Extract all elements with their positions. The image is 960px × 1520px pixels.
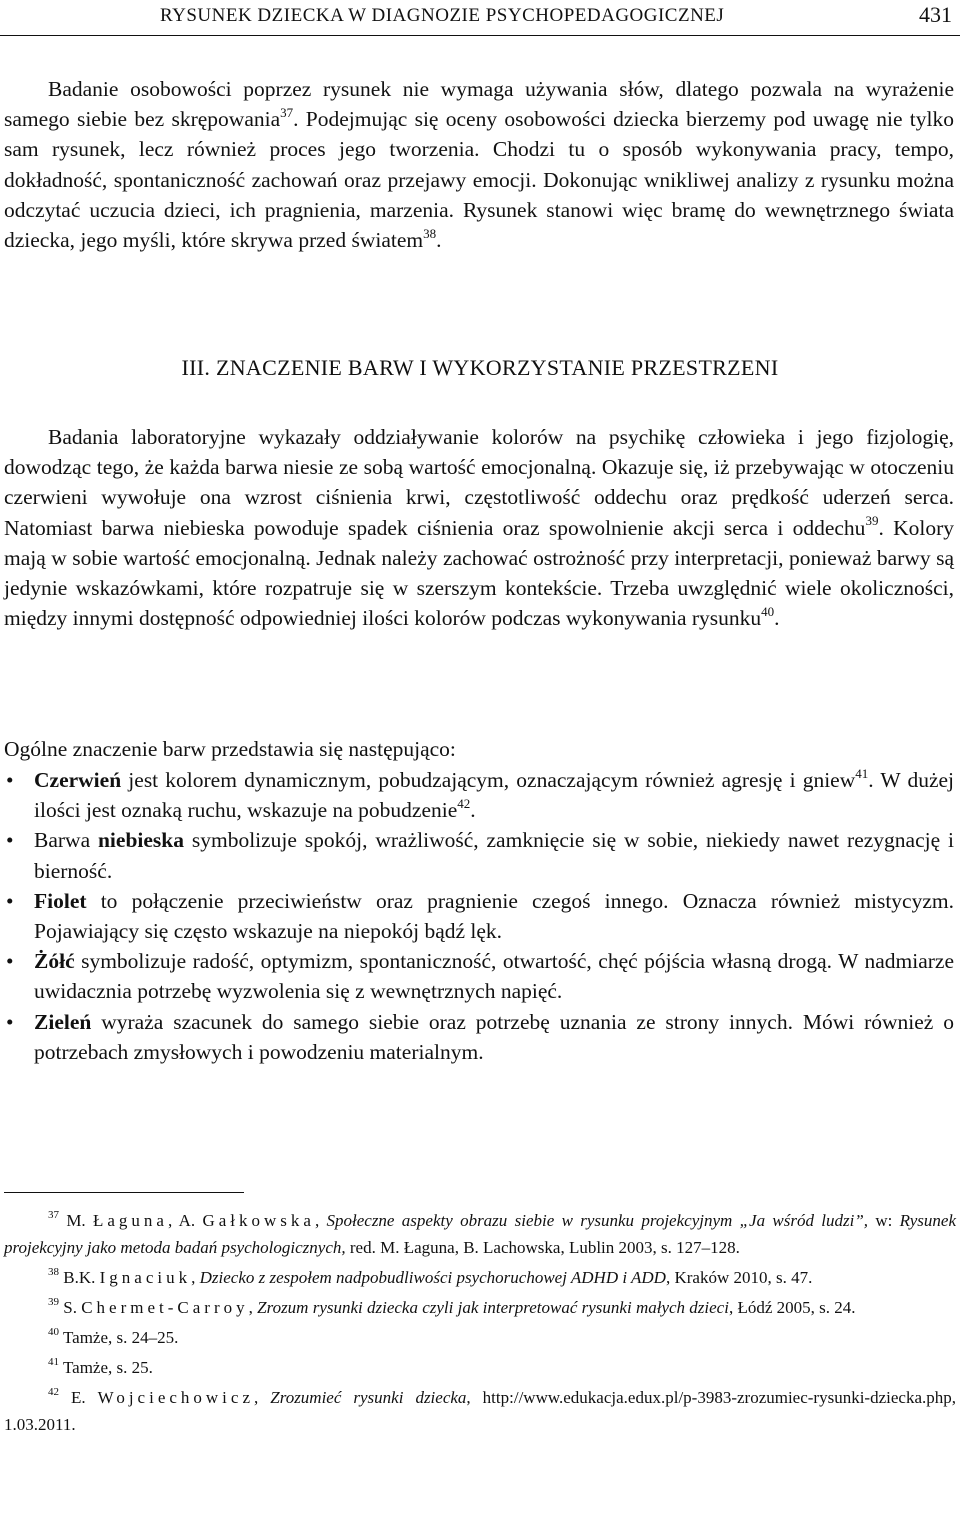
bullet-icon: • (6, 768, 14, 792)
citation-text: , Łódź 2005, s. 24. (728, 1298, 856, 1317)
bullet-icon: • (6, 888, 14, 913)
citation-text: Tamże, s. 25. (62, 1358, 153, 1377)
item-text: wyraża szacunek do samego siebie oraz potrzebę uznania ze strony innych. Mówi również o potrzebach zmysłowych i powodzeniu materialnym. (34, 1009, 954, 1064)
term-bold: Żółć (34, 949, 75, 974)
item-text: symbolizuje radość, optymizm, spontaniczność, otwartość, chęć pójścia własną drogą. W nadmiarze uwidacznia potrzebę wyzwolenia się z wewnętrznych napięć. (34, 949, 954, 1004)
text-span: . Podejmując się oceny osobowości dziecka bierzemy pod uwagę nie tylko sam rysunek, lecz również proces jego tworzenia. Chodzi tu o sposób wykonywania pracy, tempo, dokładność, spontaniczność zachowań oraz przejawy emocji. Dokonując wnikliwej analizy z rysunku można odczytać uczucia dzieci, ich pragnienia, marzenia. Rysunek stanowi więc bramę do wewnętrznego świata dziecka, jego myśli, które skrywa przed światem (4, 107, 954, 253)
footnote-37 (4, 1207, 956, 1261)
author-initial: E. (71, 1388, 98, 1407)
footnote-39 (4, 1294, 956, 1321)
list-item-yellow (4, 946, 954, 1006)
term-bold: Czerwień (34, 768, 122, 792)
running-title: RYSUNEK DZIECKA W DIAGNOZIE PSYCHOPEDAGOGICZNEJ (160, 5, 725, 26)
footnote-number: 40 (48, 1326, 59, 1339)
footnote-number: 37 (48, 1209, 59, 1222)
color-meaning-list (4, 765, 954, 1067)
author-initial: S. (63, 1298, 82, 1317)
citation-text: w: (868, 1211, 900, 1230)
footnote-ref[interactable]: 39 (865, 513, 879, 529)
author-surname: Łaguna (93, 1211, 168, 1230)
text-span: . (774, 606, 780, 631)
footnote-42 (4, 1384, 956, 1438)
work-title: Dziecko z zespołem nadpobudliwości psychoruchowej ADHD i ADD (199, 1268, 666, 1287)
item-text: Barwa (34, 828, 98, 853)
footnotes (4, 1207, 956, 1441)
author-initial: M. (66, 1211, 93, 1230)
author-surname: Wojciechowicz (97, 1388, 254, 1407)
text-span: Badania laboratoryjne wykazały oddziaływanie kolorów na psychikę człowieka i jego fizjologię, dowodząc tego, że każda barwa niesie ze sobą wartość emocjonalną. Okazuje się, iż przebywając w otoczeniu czerwieni wywołuje ona wzrost ciśnienia krwi, częstotliwość oddechu oraz prędkość uderzeń serca. Natomiast barwa niebieska powoduje spadek ciśnienia oraz spowolnienie akcji serca i oddechu (4, 425, 954, 540)
item-text: . (470, 798, 476, 823)
bullet-icon: • (6, 828, 14, 853)
footnote-separator (4, 1192, 244, 1193)
footnote-number: 38 (48, 1266, 59, 1279)
item-text: jest kolorem dynamicznym, pobudzającym, oznaczającym również agresję i gniew (121, 768, 856, 792)
section-heading: III. ZNACZENIE BARW I WYKORZYSTANIE PRZESTRZENI (181, 355, 779, 380)
work-title: Zrozum rysunki dziecka czyli jak interpretować rysunki małych dzieci (257, 1298, 729, 1317)
separator: , A. (167, 1211, 203, 1230)
footnote-ref[interactable]: 40 (761, 604, 775, 620)
paragraph-colors (4, 422, 954, 633)
citation-text: red. M. Łaguna, B. Lachowska, Lublin 2003, s. 127–128. (345, 1238, 740, 1257)
text-span: Badanie osobowości poprzez rysunek nie wymaga używania słów, dlatego pozwala na wyrażenie samego siebie bez skrępowania (4, 77, 954, 132)
author-surname: Ignaciuk (99, 1268, 192, 1287)
list-intro: Ogólne znaczenie barw przedstawia się następująco: (4, 737, 456, 761)
footnote-number: 42 (48, 1386, 59, 1399)
work-title: Społeczne aspekty obrazu siebie w rysunku projekcyjnym „Ja wśród ludzi”, (326, 1211, 869, 1230)
footnote-41 (4, 1354, 956, 1381)
list-item-green (4, 1007, 954, 1067)
page-header (0, 0, 960, 40)
paragraph-text (4, 422, 954, 633)
footnote-number: 41 (48, 1356, 59, 1369)
header-rule (0, 35, 960, 36)
work-title: Zrozumieć rysunki dziecka (270, 1388, 467, 1407)
text-span: . Kolory mają w sobie wartość emocjonalną. Jednak należy zachować ostrożność przy interpretacji, ponieważ barwy są jedynie wskazówkami, które rozpatruje się w szerszym kontekście. Trzeba uwzględnić wiele okoliczności, między innymi dostępność odpowiedniej ilości kolorów podczas wykonywania rysunku (4, 515, 954, 631)
bullet-icon: • (6, 1009, 14, 1034)
list-item-blue (4, 825, 954, 885)
separator: , (314, 1211, 327, 1230)
bullet-icon: • (6, 949, 14, 974)
footnote-ref[interactable]: 42 (457, 796, 471, 812)
term-bold: Zieleń (34, 1009, 92, 1034)
text-span: . (436, 228, 442, 253)
footnote-ref[interactable]: 38 (423, 225, 437, 241)
item-text: to połączenie przeciwieństw oraz pragnienie czegoś innego. Oznacza również mistycyzm. Pojawiający się często wskazuje na niepokój bądź lęk. (34, 888, 954, 944)
author-surname: Gałkowska (202, 1211, 315, 1230)
footnote-40 (4, 1324, 956, 1351)
page-number: 431 (919, 2, 952, 27)
term-bold: niebieska (97, 828, 184, 853)
work-title: Rysunek projekcyjny jako metoda badań psychologicznych, (4, 1211, 957, 1257)
separator: , (191, 1268, 200, 1287)
separator: , (248, 1298, 258, 1317)
author-surname: Chermet-Carroy (81, 1298, 249, 1317)
separator: , (254, 1388, 271, 1407)
citation-text: Tamże, s. 24–25. (62, 1328, 179, 1347)
footnote-ref[interactable]: 41 (855, 765, 869, 781)
item-text: symbolizuje spokój, wrażliwość, zamknięcie się w sobie, niekiedy nawet rezygnację i bierność. (34, 828, 954, 883)
list-item-red (4, 765, 954, 825)
author-initial: B.K. (63, 1268, 100, 1287)
item-text: . W dużej ilości jest oznaką ruchu, wskazuje na pobudzenie (34, 768, 955, 823)
citation-text: , Kraków 2010, s. 47. (665, 1268, 813, 1287)
footnote-number: 39 (48, 1296, 59, 1309)
paragraph-personality (4, 74, 954, 255)
footnote-38 (4, 1264, 956, 1291)
term-bold: Fiolet (34, 888, 87, 913)
list-item-violet (4, 886, 954, 946)
paragraph-text (4, 74, 954, 255)
citation-text[interactable]: , http://www.edukacja.edux.pl/p-3983-zrozumiec-rysunki-dziecka.php, 1.03.2011. (4, 1388, 956, 1434)
footnote-ref[interactable]: 37 (280, 105, 294, 121)
